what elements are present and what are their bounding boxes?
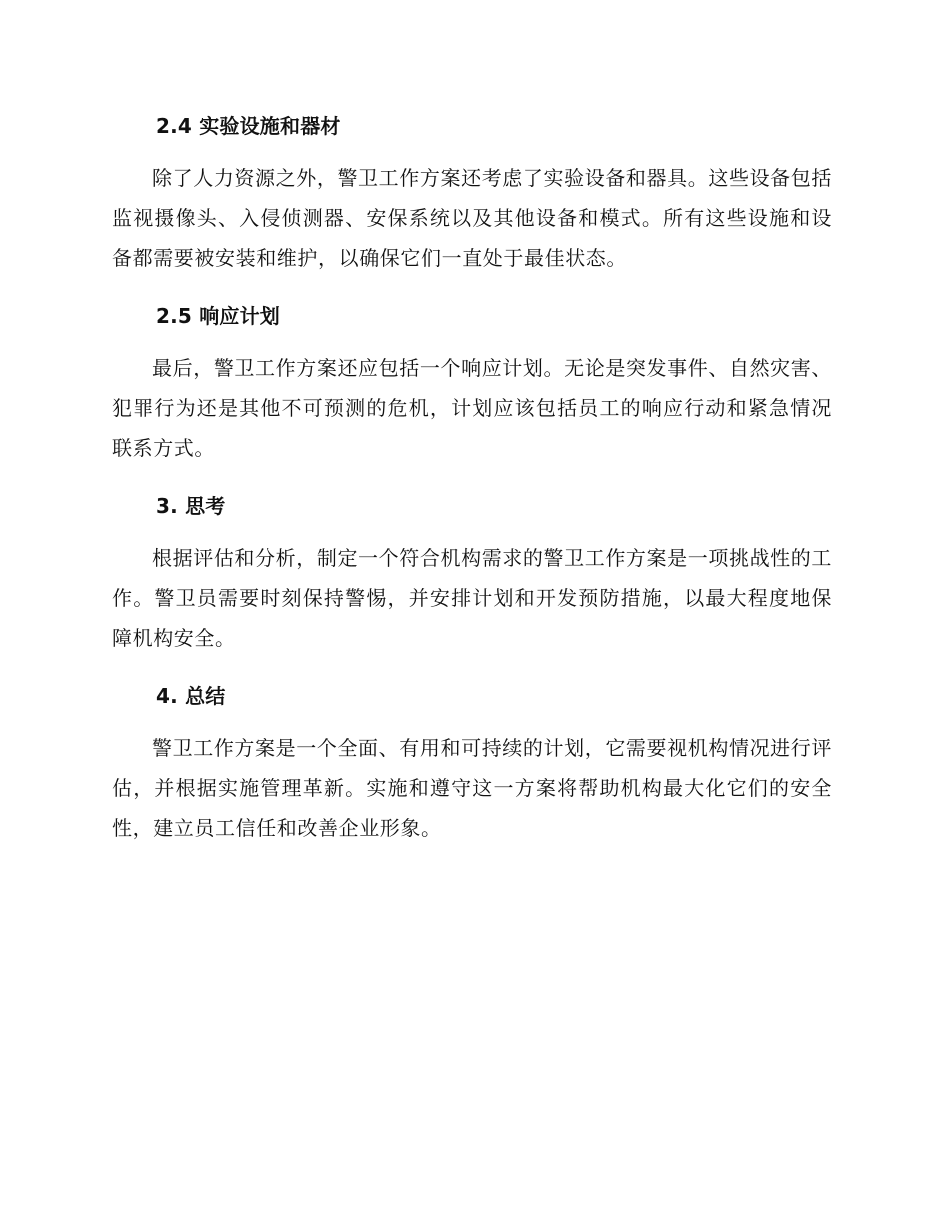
section-paragraph: 警卫工作方案是一个全面、有用和可持续的计划，它需要视机构情况进行评估，并根据实施管理革新。实施和遵守这一方案将帮助机构最大化它们的安全性，建立员工信任和改善企业形象。 xyxy=(112,736,832,840)
section-heading: 2.5 响应计划 xyxy=(156,304,280,328)
section-heading: 4. 总结 xyxy=(156,684,226,708)
section-paragraph: 根据评估和分析，制定一个符合机构需求的警卫工作方案是一项挑战性的工作。警卫员需要时刻保持警惕，并安排计划和开发预防措施，以最大程度地保障机构安全。 xyxy=(112,546,832,650)
section-paragraph: 除了人力资源之外，警卫工作方案还考虑了实验设备和器具。这些设备包括监视摄像头、入侵侦测器、安保系统以及其他设备和模式。所有这些设施和设备都需要被安装和维护，以确保它们一直处于最佳状态。 xyxy=(112,166,832,270)
section-2-5 xyxy=(112,298,832,468)
section-heading: 2.4 实验设施和器材 xyxy=(156,114,341,138)
section-heading: 3. 思考 xyxy=(156,494,226,518)
section-3 xyxy=(112,488,832,658)
document-page xyxy=(112,108,832,868)
section-4 xyxy=(112,678,832,848)
section-paragraph: 最后，警卫工作方案还应包括一个响应计划。无论是突发事件、自然灾害、犯罪行为还是其他不可预测的危机，计划应该包括员工的响应行动和紧急情况联系方式。 xyxy=(112,356,832,460)
section-2-4 xyxy=(112,108,832,278)
